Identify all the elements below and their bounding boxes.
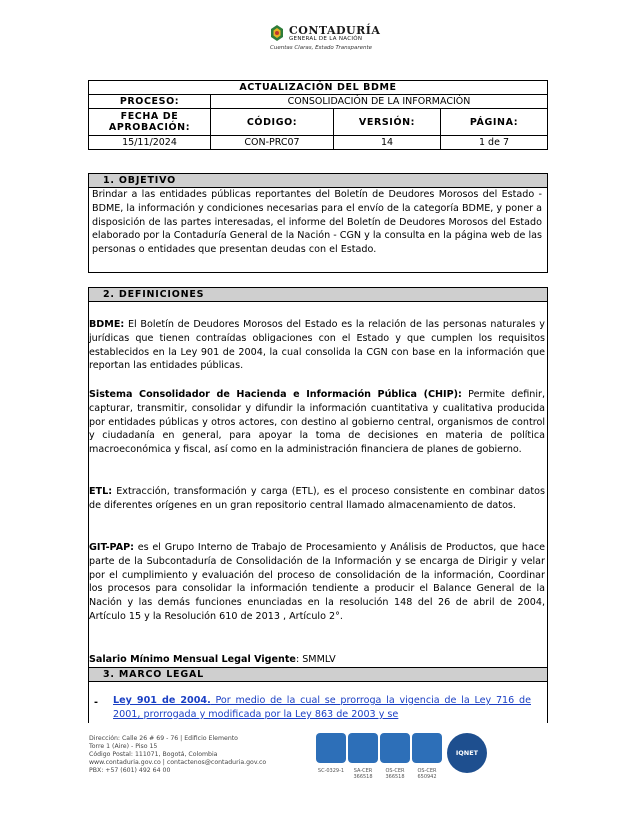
proceso-label: PROCESO: [89, 95, 211, 109]
def-smmlv-text: : SMMLV [295, 654, 336, 665]
document-title: ACTUALIZACIÓN DEL BDME [89, 81, 548, 95]
fecha-value: 15/11/2024 [89, 136, 211, 150]
def-etl [89, 485, 545, 513]
def-bdme-text: El Boletín de Deudores Morosos del Estado es la relación de las personas naturales y jurídicas que tienen contraídas obligaciones con el Estado y que cumplen los requisitos establecidos en la Ley 901 de 2004, la cual consolida la CGN con base en la información que reportan las entidades públicas. [89, 319, 545, 372]
def-chip [89, 388, 545, 457]
footer-web: www.contaduria.gov.co | contactenos@contaduria.gov.co [89, 759, 267, 766]
footer-contact [89, 735, 266, 775]
version-value: 14 [334, 136, 441, 150]
footer-address: Dirección: Calle 26 # 69 - 76 | Edificio Elemento [89, 735, 238, 742]
icontec-cert-icon [348, 733, 378, 763]
codigo-label: CÓDIGO: [211, 109, 334, 136]
def-smmlv [89, 653, 545, 667]
logo-sub: GENERAL DE LA NACIÓN [289, 36, 363, 42]
def-etl-term: ETL: [89, 486, 113, 497]
def-bdme [89, 318, 545, 373]
fecha-label: FECHA DE APROBACIÓN: [89, 109, 211, 136]
pagina-value: 1 de 7 [441, 136, 548, 150]
icontec-cert-icon [316, 733, 346, 763]
objetivo-text: Brindar a las entidades públicas reportantes del Boletín de Deudores Morosos del Estado - BDME, la información y condiciones necesarias para el envío de la categoría BDME, y poner a disposición de las partes interesadas, el informe del Boletín de Deudores Morosos del Estado elaborado por la Contaduría General de la Nación - CGN y la consulta en la página web de las personas o entidades que presentan deudas con el Estado. [92, 189, 542, 256]
def-bdme-term: BDME: [89, 319, 125, 330]
def-gitpap [89, 541, 545, 624]
cert-label: SC-0329-1 [317, 768, 345, 774]
cert-label: SA-CER 366518 [353, 768, 373, 780]
version-label: VERSIÓN: [334, 109, 441, 136]
cert-label: OS-CER 366518 [385, 768, 405, 780]
def-gitpap-term: GIT-PAP: [89, 542, 135, 553]
iqnet-logo: IQNET [447, 733, 487, 773]
cert-label: OS-CER 650942 [417, 768, 437, 780]
def-chip-term: Sistema Consolidador de Hacienda e Información Pública (CHIP): [89, 389, 462, 400]
def-smmlv-term: Salario Mínimo Mensual Legal Vigente [89, 654, 296, 665]
document-info-table [88, 80, 548, 150]
proceso-value: CONSOLIDACIÓN DE LA INFORMACIÓN [211, 95, 548, 109]
footer-postal: Código Postal: 111071, Bogotá, Colombia [89, 751, 218, 758]
cgn-logo [268, 24, 388, 54]
def-chip-text: Permite definir, capturar, transmitir, consolidar y difundir la información cuantitativa y cualitativa producida por entidades públicas y otros actores, con destino al gobierno central, organismos de control y ciudadanía en general, para apoyar la toma de decisiones en materia de política macroeconómica y fiscal, así como en la administración financiera de planes de gobierno. [89, 389, 546, 456]
ley-901-description-link[interactable]: Por medio de la cual se prorroga la vigencia de la Ley 716 de 2001, prorrogada y modificada por la Ley 863 de 2003 y se [113, 695, 531, 720]
icontec-cert-icon [380, 733, 410, 763]
footer-tower: Torre 1 (Aire) - Piso 15 [89, 743, 158, 750]
icontec-cert-icon [412, 733, 442, 763]
marco-legal-item [113, 694, 531, 722]
section-objetivo-heading: 1. OBJETIVO [88, 173, 548, 188]
marco-bullet: - [94, 697, 98, 708]
ley-901-link[interactable]: Ley 901 de 2004. [113, 695, 211, 706]
codigo-value: CON-PRC07 [211, 136, 334, 150]
logo-name: CONTADURÍA [289, 24, 381, 37]
pagina-label: PÁGINA: [441, 109, 548, 136]
def-gitpap-text: es el Grupo Interno de Trabajo de Procesamiento y Análisis de Productos, que hace parte de la Subcontaduría de Consolidación de la Información y se encarga de Dirigir y velar por el cumplimiento y evaluación del proceso de consolidación de la información, Coordinar los procesos para consolidar la información tendiente a producir el Balance General de la Nación y las demás funciones enunciadas en la resolución 148 del 26 de abril de 2004, Artículo 15 y la Resolución 610 de 2013 , Artículo 2°. [89, 542, 545, 622]
logo-tagline: Cuentas Claras, Estado Transparente [270, 45, 372, 51]
cgn-emblem-icon [268, 24, 286, 42]
def-etl-text: Extracción, transformación y carga (ETL), es el proceso consistente en combinar datos de diferentes orígenes en un gran repositorio central llamado almacenamiento de datos. [89, 486, 545, 511]
footer-phone: PBX: +57 (601) 492 64 00 [89, 767, 171, 774]
section-definiciones-heading: 2. DEFINICIONES [88, 287, 548, 302]
section-marco-legal-heading: 3. MARCO LEGAL [88, 667, 548, 682]
